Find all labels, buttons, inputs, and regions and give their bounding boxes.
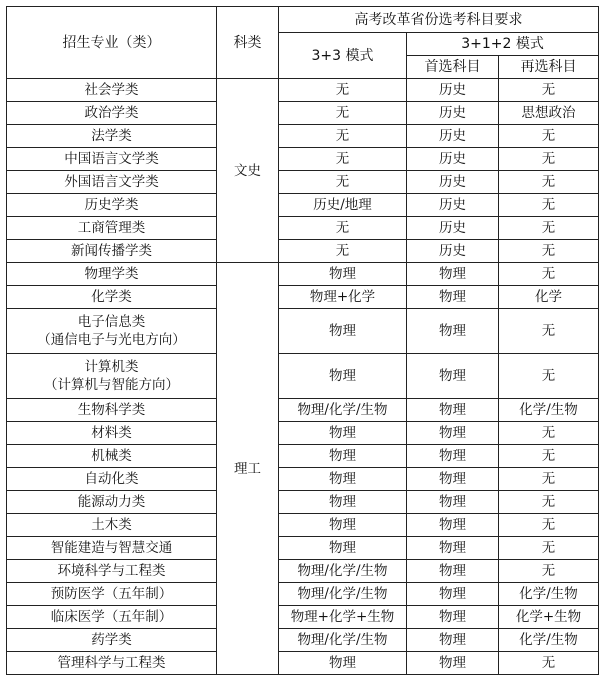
mode-33-cell: 物理 xyxy=(279,422,407,445)
header-mode-33: 3+3 模式 xyxy=(279,33,407,79)
table-row xyxy=(7,79,599,102)
table-row xyxy=(7,514,599,537)
second-choice-cell: 化学/生物 xyxy=(499,583,599,606)
major-direction: （计算机与智能方向） xyxy=(44,377,179,393)
table-row xyxy=(7,491,599,514)
mode-33-cell: 物理/化学/生物 xyxy=(279,399,407,422)
major-name: 预防医学（五年制） xyxy=(50,586,173,602)
first-choice-cell: 物理 xyxy=(407,309,499,354)
mode-33-cell: 物理 xyxy=(279,514,407,537)
major-name: 物理学类 xyxy=(84,266,139,282)
table-row xyxy=(7,354,599,399)
mode-33-cell: 物理 xyxy=(279,652,407,675)
major-name: 外国语言文学类 xyxy=(64,174,159,190)
second-choice-cell: 无 xyxy=(499,148,599,171)
major-name: 机械类 xyxy=(91,448,132,464)
major-name: 药学类 xyxy=(91,632,132,648)
first-choice-cell: 物理 xyxy=(407,537,499,560)
mode-33-cell: 无 xyxy=(279,79,407,102)
major-name: 化学类 xyxy=(91,289,132,305)
header-major: 招生专业（类） xyxy=(7,7,217,79)
mode-33-cell: 物理 xyxy=(279,537,407,560)
mode-33-cell: 物理/化学/生物 xyxy=(279,560,407,583)
category-wenshi: 文史 xyxy=(217,79,279,263)
table-row xyxy=(7,286,599,309)
mode-33-cell: 物理+化学 xyxy=(279,286,407,309)
mode-33-cell: 物理/化学/生物 xyxy=(279,629,407,652)
first-choice-cell: 物理 xyxy=(407,263,499,286)
table-row xyxy=(7,148,599,171)
first-choice-cell: 物理 xyxy=(407,514,499,537)
second-choice-cell: 无 xyxy=(499,79,599,102)
second-choice-cell: 无 xyxy=(499,217,599,240)
first-choice-cell: 物理 xyxy=(407,583,499,606)
major-cell xyxy=(7,286,217,309)
second-choice-cell: 无 xyxy=(499,125,599,148)
mode-33-cell: 物理 xyxy=(279,491,407,514)
major-cell xyxy=(7,171,217,194)
second-choice-cell: 无 xyxy=(499,240,599,263)
major-name: 智能建造与智慧交通 xyxy=(50,540,173,556)
major-cell xyxy=(7,263,217,286)
major-name: 历史学类 xyxy=(84,197,139,213)
mode-33-cell: 物理 xyxy=(279,263,407,286)
first-choice-cell: 物理 xyxy=(407,422,499,445)
second-choice-cell: 无 xyxy=(499,263,599,286)
second-choice-cell: 无 xyxy=(499,309,599,354)
major-name: 社会学类 xyxy=(84,82,139,98)
major-cell xyxy=(7,583,217,606)
major-cell xyxy=(7,537,217,560)
mode-33-cell: 物理 xyxy=(279,468,407,491)
major-cell xyxy=(7,560,217,583)
major-name: 计算机类 xyxy=(84,359,139,375)
major-name: 新闻传播学类 xyxy=(71,243,152,259)
table-row xyxy=(7,399,599,422)
table-row xyxy=(7,240,599,263)
second-choice-cell: 无 xyxy=(499,468,599,491)
mode-33-cell: 无 xyxy=(279,240,407,263)
table-row xyxy=(7,309,599,354)
major-cell xyxy=(7,629,217,652)
mode-33-cell: 无 xyxy=(279,148,407,171)
second-choice-cell: 化学/生物 xyxy=(499,629,599,652)
mode-33-cell: 物理+化学+生物 xyxy=(279,606,407,629)
second-choice-cell: 化学+生物 xyxy=(499,606,599,629)
header-requirements: 高考改革省份选考科目要求 xyxy=(279,7,599,33)
first-choice-cell: 历史 xyxy=(407,148,499,171)
major-name: 生物科学类 xyxy=(77,402,146,418)
second-choice-cell: 无 xyxy=(499,537,599,560)
mode-33-cell: 无 xyxy=(279,125,407,148)
header-category: 科类 xyxy=(217,7,279,79)
table-row xyxy=(7,537,599,560)
major-name: 能源动力类 xyxy=(77,494,146,510)
major-name: 工商管理类 xyxy=(77,220,146,236)
second-choice-cell: 化学/生物 xyxy=(499,399,599,422)
table-row xyxy=(7,445,599,468)
second-choice-cell: 无 xyxy=(499,491,599,514)
first-choice-cell: 历史 xyxy=(407,217,499,240)
major-name: 法学类 xyxy=(91,128,132,144)
major-cell xyxy=(7,399,217,422)
major-name: 政治学类 xyxy=(84,105,139,121)
subject-requirements-table xyxy=(6,6,599,675)
major-name: 土木类 xyxy=(91,517,132,533)
header-row-1 xyxy=(7,7,599,33)
mode-33-cell: 无 xyxy=(279,171,407,194)
header-mode-312: 3+1+2 模式 xyxy=(407,33,599,56)
major-cell xyxy=(7,491,217,514)
first-choice-cell: 物理 xyxy=(407,468,499,491)
table-row xyxy=(7,194,599,217)
major-name: 管理科学与工程类 xyxy=(57,655,166,671)
first-choice-cell: 物理 xyxy=(407,652,499,675)
first-choice-cell: 物理 xyxy=(407,286,499,309)
first-choice-cell: 历史 xyxy=(407,240,499,263)
major-cell xyxy=(7,194,217,217)
second-choice-cell: 无 xyxy=(499,354,599,399)
first-choice-cell: 物理 xyxy=(407,629,499,652)
first-choice-cell: 物理 xyxy=(407,399,499,422)
major-name: 材料类 xyxy=(91,425,132,441)
table-row xyxy=(7,652,599,675)
first-choice-cell: 历史 xyxy=(407,171,499,194)
mode-33-cell: 物理 xyxy=(279,445,407,468)
major-name: 自动化类 xyxy=(84,471,139,487)
first-choice-cell: 历史 xyxy=(407,125,499,148)
table-row xyxy=(7,422,599,445)
table-row xyxy=(7,217,599,240)
first-choice-cell: 物理 xyxy=(407,354,499,399)
second-choice-cell: 无 xyxy=(499,514,599,537)
major-direction: （通信电子与光电方向） xyxy=(37,332,186,348)
major-cell xyxy=(7,354,217,399)
second-choice-cell: 无 xyxy=(499,171,599,194)
table-row xyxy=(7,583,599,606)
first-choice-cell: 历史 xyxy=(407,79,499,102)
table-row xyxy=(7,125,599,148)
major-cell xyxy=(7,148,217,171)
first-choice-cell: 物理 xyxy=(407,445,499,468)
major-cell xyxy=(7,514,217,537)
major-cell xyxy=(7,606,217,629)
major-name: 临床医学（五年制） xyxy=(50,609,173,625)
major-cell xyxy=(7,240,217,263)
major-cell xyxy=(7,445,217,468)
first-choice-cell: 物理 xyxy=(407,606,499,629)
first-choice-cell: 历史 xyxy=(407,102,499,125)
table-row xyxy=(7,102,599,125)
mode-33-cell: 无 xyxy=(279,217,407,240)
mode-33-cell: 物理 xyxy=(279,354,407,399)
major-cell xyxy=(7,309,217,354)
major-cell xyxy=(7,468,217,491)
second-choice-cell: 化学 xyxy=(499,286,599,309)
second-choice-cell: 无 xyxy=(499,652,599,675)
mode-33-cell: 物理/化学/生物 xyxy=(279,583,407,606)
major-name: 环境科学与工程类 xyxy=(57,563,166,579)
mode-33-cell: 无 xyxy=(279,102,407,125)
category-ligong: 理工 xyxy=(217,263,279,675)
first-choice-cell: 物理 xyxy=(407,491,499,514)
major-cell xyxy=(7,217,217,240)
major-cell xyxy=(7,422,217,445)
table-row xyxy=(7,629,599,652)
header-first-choice: 首选科目 xyxy=(407,56,499,79)
major-name: 电子信息类 xyxy=(77,314,146,330)
table-row xyxy=(7,560,599,583)
major-name: 中国语言文学类 xyxy=(64,151,159,167)
mode-33-cell: 历史/地理 xyxy=(279,194,407,217)
major-cell xyxy=(7,102,217,125)
second-choice-cell: 无 xyxy=(499,194,599,217)
table-row xyxy=(7,263,599,286)
first-choice-cell: 历史 xyxy=(407,194,499,217)
second-choice-cell: 无 xyxy=(499,445,599,468)
second-choice-cell: 无 xyxy=(499,422,599,445)
mode-33-cell: 物理 xyxy=(279,309,407,354)
second-choice-cell: 思想政治 xyxy=(499,102,599,125)
first-choice-cell: 物理 xyxy=(407,560,499,583)
second-choice-cell: 无 xyxy=(499,560,599,583)
major-cell xyxy=(7,652,217,675)
major-cell xyxy=(7,79,217,102)
major-cell xyxy=(7,125,217,148)
header-second-choice: 再选科目 xyxy=(499,56,599,79)
table-row xyxy=(7,606,599,629)
table-row xyxy=(7,468,599,491)
table-body xyxy=(7,79,599,675)
table-row xyxy=(7,171,599,194)
